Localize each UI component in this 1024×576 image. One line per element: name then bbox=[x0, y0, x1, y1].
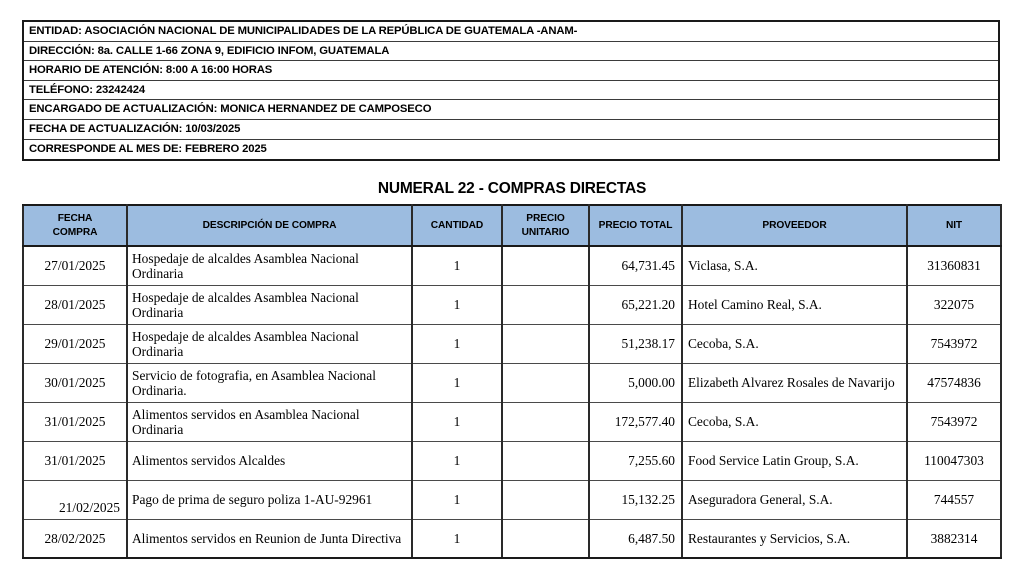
cell-precio-total: 15,132.25 bbox=[589, 480, 682, 519]
entity-info-row bbox=[24, 61, 998, 81]
cell-precio-unitario bbox=[502, 324, 589, 363]
entity-info-row bbox=[24, 42, 998, 62]
entity-info-row bbox=[24, 120, 998, 140]
column-header-precio-unitario-line2: UNITARIO bbox=[521, 226, 570, 238]
entity-info-value: MONICA HERNANDEZ DE CAMPOSECO bbox=[217, 103, 432, 116]
cell-proveedor: Elizabeth Alvarez Rosales de Navarijo bbox=[682, 363, 907, 402]
cell-descripcion-compra: Alimentos servidos Alcaldes bbox=[127, 441, 412, 480]
table-row bbox=[23, 324, 1001, 363]
entity-info-label: ENCARGADO DE ACTUALIZACIÓN: bbox=[29, 103, 218, 116]
cell-fecha-compra: 29/01/2025 bbox=[23, 324, 127, 363]
cell-nit: 47574836 bbox=[907, 363, 1001, 402]
column-header-fecha-compra bbox=[23, 205, 127, 246]
cell-nit: 110047303 bbox=[907, 441, 1001, 480]
cell-cantidad: 1 bbox=[412, 402, 502, 441]
column-header-fecha-compra-line1: FECHA bbox=[57, 212, 93, 224]
cell-fecha-compra: 31/01/2025 bbox=[23, 402, 127, 441]
cell-nit: 322075 bbox=[907, 285, 1001, 324]
entity-info-value: FEBRERO 2025 bbox=[182, 142, 267, 155]
cell-proveedor: Restaurantes y Servicios, S.A. bbox=[682, 519, 907, 558]
compras-directas-table bbox=[22, 204, 1002, 559]
column-header-fecha-compra-line2: COMPRA bbox=[52, 226, 98, 238]
entity-info-block bbox=[22, 20, 1000, 161]
entity-info-row bbox=[24, 140, 998, 160]
cell-precio-unitario bbox=[502, 363, 589, 402]
cell-descripcion-compra: Servicio de fotografia, en Asamblea Nacional Ordinaria. bbox=[127, 363, 412, 402]
column-header-precio-unitario-line1: PRECIO bbox=[526, 212, 565, 224]
cell-descripcion-compra: Pago de prima de seguro poliza 1-AU-92961 bbox=[127, 480, 412, 519]
column-header-proveedor: PROVEEDOR bbox=[682, 205, 907, 246]
table-header-row bbox=[23, 205, 1001, 246]
cell-cantidad: 1 bbox=[412, 285, 502, 324]
cell-cantidad: 1 bbox=[412, 441, 502, 480]
cell-proveedor: Hotel Camino Real, S.A. bbox=[682, 285, 907, 324]
entity-info-label: TELÉFONO: bbox=[29, 83, 93, 96]
cell-fecha-compra: 28/02/2025 bbox=[23, 519, 127, 558]
cell-proveedor: Aseguradora General, S.A. bbox=[682, 480, 907, 519]
cell-precio-unitario bbox=[502, 480, 589, 519]
entity-info-value: 10/03/2025 bbox=[182, 122, 241, 135]
cell-descripcion-compra: Alimentos servidos en Reunion de Junta Directiva bbox=[127, 519, 412, 558]
cell-fecha-compra: 30/01/2025 bbox=[23, 363, 127, 402]
cell-precio-total: 172,577.40 bbox=[589, 402, 682, 441]
table-row bbox=[23, 246, 1001, 285]
cell-precio-total: 51,238.17 bbox=[589, 324, 682, 363]
table-row bbox=[23, 402, 1001, 441]
entity-info-label: FECHA DE ACTUALIZACIÓN: bbox=[29, 122, 183, 135]
cell-descripcion-compra: Hospedaje de alcaldes Asamblea Nacional Ordinaria bbox=[127, 246, 412, 285]
entity-info-label: CORRESPONDE AL MES DE: bbox=[29, 142, 182, 155]
page-title: NUMERAL 22 - COMPRAS DIRECTAS bbox=[377, 180, 647, 197]
cell-cantidad: 1 bbox=[412, 363, 502, 402]
cell-descripcion-compra: Alimentos servidos en Asamblea Nacional Ordinaria bbox=[127, 402, 412, 441]
cell-nit: 744557 bbox=[907, 480, 1001, 519]
cell-nit: 3882314 bbox=[907, 519, 1001, 558]
cell-descripcion-compra: Hospedaje de alcaldes Asamblea Nacional Ordinaria bbox=[127, 285, 412, 324]
cell-precio-total: 65,221.20 bbox=[589, 285, 682, 324]
cell-precio-total: 6,487.50 bbox=[589, 519, 682, 558]
column-header-nit: NIT bbox=[907, 205, 1001, 246]
entity-info-label: DIRECCIÓN: bbox=[29, 44, 95, 57]
cell-precio-unitario bbox=[502, 246, 589, 285]
cell-precio-unitario bbox=[502, 285, 589, 324]
column-header-cantidad: CANTIDAD bbox=[412, 205, 502, 246]
cell-precio-unitario bbox=[502, 441, 589, 480]
cell-precio-total: 5,000.00 bbox=[589, 363, 682, 402]
table-row bbox=[23, 519, 1001, 558]
cell-fecha-compra: 21/02/2025 bbox=[23, 480, 127, 519]
entity-info-value: 8:00 A 16:00 HORAS bbox=[162, 64, 273, 77]
cell-descripcion-compra: Hospedaje de alcaldes Asamblea Nacional Ordinaria bbox=[127, 324, 412, 363]
cell-fecha-compra: 28/01/2025 bbox=[23, 285, 127, 324]
entity-info-value: 8a. CALLE 1-66 ZONA 9, EDIFICIO INFOM, GUATEMALA bbox=[94, 44, 390, 57]
cell-precio-unitario bbox=[502, 519, 589, 558]
cell-fecha-compra: 27/01/2025 bbox=[23, 246, 127, 285]
entity-info-row bbox=[24, 22, 998, 42]
cell-nit: 7543972 bbox=[907, 324, 1001, 363]
cell-precio-total: 64,731.45 bbox=[589, 246, 682, 285]
cell-cantidad: 1 bbox=[412, 246, 502, 285]
cell-proveedor: Viclasa, S.A. bbox=[682, 246, 907, 285]
entity-info-row bbox=[24, 100, 998, 120]
cell-precio-total: 7,255.60 bbox=[589, 441, 682, 480]
cell-cantidad: 1 bbox=[412, 519, 502, 558]
cell-precio-unitario bbox=[502, 402, 589, 441]
cell-proveedor: Cecoba, S.A. bbox=[682, 324, 907, 363]
cell-fecha-compra: 31/01/2025 bbox=[23, 441, 127, 480]
cell-proveedor: Food Service Latin Group, S.A. bbox=[682, 441, 907, 480]
entity-info-row bbox=[24, 81, 998, 101]
column-header-descripcion: DESCRIPCIÓN DE COMPRA bbox=[127, 205, 412, 246]
cell-cantidad: 1 bbox=[412, 324, 502, 363]
entity-info-label: HORARIO DE ATENCIÓN: bbox=[29, 64, 163, 77]
cell-nit: 31360831 bbox=[907, 246, 1001, 285]
entity-info-value: ASOCIACIÓN NACIONAL DE MUNICIPALIDADES DE LA REPÚBLICA DE GUATEMALA -ANAM- bbox=[81, 25, 578, 37]
column-header-precio-unitario bbox=[502, 205, 589, 246]
table-row bbox=[23, 285, 1001, 324]
table-row bbox=[23, 441, 1001, 480]
column-header-precio-total: PRECIO TOTAL bbox=[589, 205, 682, 246]
entity-info-value: 23242424 bbox=[92, 83, 145, 96]
cell-nit: 7543972 bbox=[907, 402, 1001, 441]
table-row bbox=[23, 363, 1001, 402]
cell-cantidad: 1 bbox=[412, 480, 502, 519]
cell-proveedor: Cecoba, S.A. bbox=[682, 402, 907, 441]
entity-info-label: ENTIDAD: bbox=[29, 25, 82, 37]
table-row bbox=[23, 480, 1001, 519]
